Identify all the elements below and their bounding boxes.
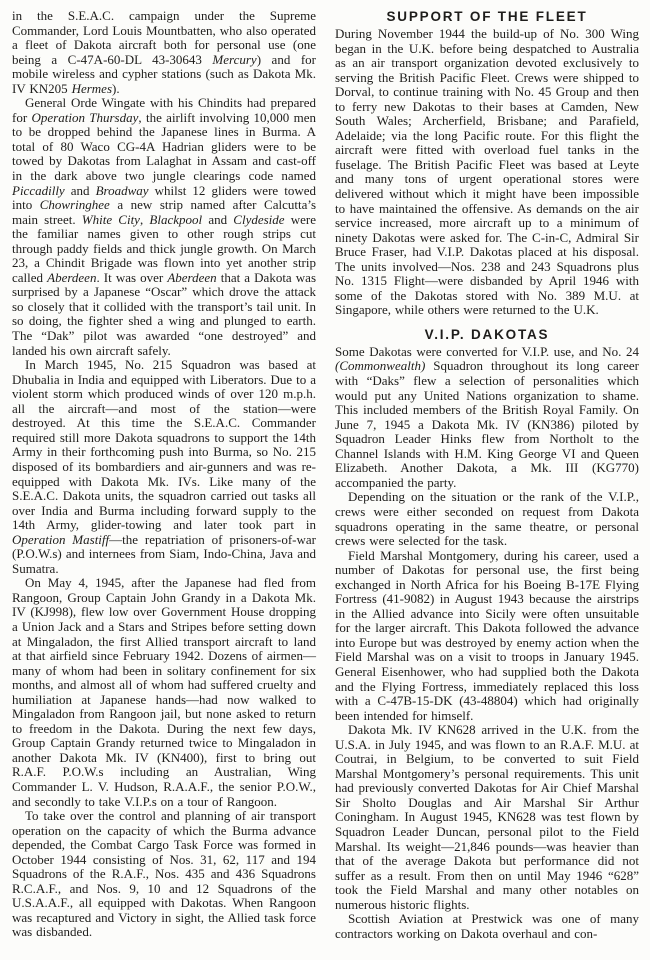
italic-text-run: (Commonwealth): [335, 358, 426, 374]
text-run: ).: [112, 80, 120, 96]
paragraph: [335, 27, 639, 318]
text-run: Dakota Mk. IV KN628 arrived in the U.K. from the U.S.A. in July 1945, and was flown to an R.A.F. M.U. at Coutrai, in Belgium, to be converted to suit Field Marshal Montgomery’s personal requirements. This unit had previously converted Dakotas for Air Chief Marshal Sir Sholto Douglas and Air Marshal Sir Arthur Coningham. In August 1945, KN628 was test flown by Squadron Leader Duncan, personal pilot to the Field Marshal. Its weight—21,846 pounds—was heavier than that of the average Dakota but performance did not suffer as a result. From then on until May 1946 “628” took the Field Marshal and many other notables on numerous historic flights.: [335, 722, 639, 912]
text-run: Scottish Aviation at Prestwick was one of many contractors working on Dakota overhaul and con-: [335, 911, 639, 941]
italic-text-run: Piccadilly: [12, 182, 65, 198]
section-heading: V.I.P. DAKOTAS: [424, 326, 550, 342]
text-run: . It was over: [96, 269, 168, 285]
paragraph: [335, 723, 639, 912]
paragraph: [12, 96, 316, 358]
text-run: In March 1945, No. 215 Squadron was based at Dhubalia in India and equipped with Liberators. Due to a violent storm which produced winds of over 120 m.p.h. all the aircraft—and most of the station—were destroyed. At this time the S.E.A.C. Commander required still more Dakota squadrons to support the 14th Army in their forthcoming push into Burma, so No. 215 disposed of its bombardiers and air-gunners and was re-equipped with Dakota Mk. IVs. Like many of the S.E.A.C. Dakota units, the squadron carried out tasks all over India and Burma including forward supply to the 14th Army, glider-towing and later took part in: [12, 357, 316, 533]
paragraph: [335, 490, 639, 548]
italic-text-run: Operation Thursday: [31, 109, 139, 125]
text-run: Some Dakotas were converted for V.I.P. use, and No. 24: [335, 343, 639, 359]
text-run: a new strip named after Calcutta’s main street.: [12, 197, 317, 227]
paragraph: [335, 912, 639, 941]
text-run: were the familiar names given to other rough strips cut through paddy fields and thick jungle growth. On March 23, a Chindit Brigade was flown into yet another strip called: [12, 211, 317, 285]
text-run: Depending on the situation or the rank of the V.I.P., crews were either seconded on request from Dakota squadrons operating in the same theatre, or personal crews were selected for the task.: [335, 489, 639, 549]
text-run: ,: [139, 211, 150, 227]
italic-text-run: Hermes: [71, 80, 112, 96]
italic-text-run: Aberdeen: [167, 269, 217, 285]
italic-text-run: Clydeside: [233, 211, 285, 227]
italic-text-run: Broadway: [95, 182, 149, 198]
text-run: and: [202, 211, 234, 227]
text-run: , the airlift involving 10,000 men to be dropped behind the Japanese lines in Burma. A total of 80 Waco CG-4A Hadrian gliders were to be towed by Dakotas from Lalaghat in Assam and cast-off in the dark above two jungle clearings code named: [12, 109, 316, 184]
paragraph: [12, 576, 316, 809]
italic-text-run: Operation Mastiff: [12, 531, 110, 547]
text-run: ) and for mobile wireless and cypher stations (such as Dakota Mk. IV KN205: [12, 51, 316, 96]
paragraph: [12, 358, 316, 576]
paragraph: [12, 809, 316, 940]
text-run: that a Dakota was surprised by a Japanese “Oscar” which drove the attack so closely that it collided with the transport’s tail unit. In so doing, the fighter shed a wing and plunged to earth. The “Dak” pilot was awarded “one destroyed” and landed his own aircraft safely.: [12, 269, 317, 358]
paragraph: [335, 549, 639, 724]
text-run: whilst 12 gliders were towed into: [12, 182, 316, 213]
italic-text-run: Chowringhee: [39, 197, 110, 213]
paragraph: [335, 345, 639, 490]
text-run: To take over the control and planning of air transport operation on the capacity of which the Burma advance depended, the Combat Cargo Task Force was formed in October 1944 consisting of Nos. 31, 62, 117 and 194 Squadrons of the R.A.F., Nos. 435 and 436 Squadrons R.C.A.F., and Nos. 9, 10 and 12 Squadrons of the U.S.A.A.F., all equipped with Dakotas. When Rangoon was recaptured and Victory in sight, the Allied task force was disbanded.: [12, 808, 316, 940]
italic-text-run: Mercury: [212, 51, 257, 67]
text-run: and: [64, 182, 96, 198]
text-run: During November 1944 the build-up of No. 300 Wing began in the U.K. before being despatched to Australia as an air transport organization devoted exclusively to serving the British Pacific Fleet. Crews were shipped to Dorval, to continue training with No. 45 Group and then to ferry new Dakotas to their bases at Camden, New South Wales; Archerfield, Brisbane; and Parafield, Adelaide; via the long Pacific route. For this flight the aircraft were fitted with overload fuel tanks in the fuselage. The British Pacific Fleet was based at Leyte and many tons of urgent operational stores were delivered without which it might have been impossible to have maintained the offensive. As demands on the air service increased, more aircraft up to a minimum of ninety Dakotas were asked for. The C-in-C, Admiral Sir Bruce Fraser, had V.I.P. Dakotas placed at his disposal. The units involved—Nos. 238 and 243 Squadrons plus No. 1315 Flight—were disbanded by April 1946 with some of the Dakotas stored with No. 389 M.U. at Singapore, while others were returned to the U.K.: [335, 26, 639, 318]
text-run: —the repatriation of prisoners-of-war (P.O.W.s) and internees from Siam, Indo-China, Java and Sumatra.: [12, 531, 316, 576]
italic-text-run: White City: [81, 211, 140, 227]
paragraph: [12, 9, 316, 96]
text-run: Field Marshal Montgomery, during his career, used a number of Dakotas for personal use, the first being exchanged in North Africa for his Boeing B-17E Flying Fortress (41-9082) in August 1943 because the airstrips in the Allied advance into Sicily were often unsuitable for the larger aircraft. This Dakota followed the advance into Europe but was destroyed by enemy action when the Field Marshal was on a visit to troops in January 1945. General Eisenhower, who had supplied both the Dakota and the Flying Fortress, immediately replaced this loss with a C-47B-15-DK (43-48804) which had originally been intended for himself.: [335, 547, 639, 723]
italic-text-run: Blackpool: [149, 211, 203, 227]
left-column: [12, 9, 316, 956]
right-column: [335, 9, 639, 956]
text-run: General Orde Wingate with his Chindits had prepared for: [12, 95, 316, 125]
italic-text-run: Aberdeen: [47, 269, 97, 285]
text-run: Squadron throughout its long career with “Daks” flew a selection of personalities which would put any United Nations organization to shame. This included members of the British Royal Family. On June 7, 1945 a Dakota Mk. IV (KN386) piloted by Squadron Leader Hinks flew from Northolt to the Channel Islands with H.M. King George VI and Queen Elizabeth. Another Dakota, a Mk. III (KG770) accompanied the party.: [335, 358, 639, 490]
text-run: in the S.E.A.C. campaign under the Supreme Commander, Lord Louis Mountbatten, who also operated a fleet of Dakota aircraft both for personal use (one being a C-47A-60-DL 43-30643: [12, 8, 316, 67]
section-heading: SUPPORT OF THE FLEET: [386, 9, 588, 24]
text-run: On May 4, 1945, after the Japanese had fled from Rangoon, Group Captain John Grandy in a Dakota Mk. IV (KJ998), flew low over Government House dropping a Union Jack and a Stars and Stripes before setting down at Mingaladon, the first Allied transport aircraft to land at that airfield since February 1942. Dozens of airmen—many of whom had been in solitary confinement for six months, and almost all of whom had suffered cruelty and humiliation at Japanese hands—had now walked to Mingaladon from Rangoon jail, but none asked to return to freedom in the Dakota. During the next few days, Group Captain Grandy returned twice to Mingaladon in another Dakota Mk. IV (KN400), first to bring out R.A.F. P.O.W.s including an Australian, Wing Commander L. V. Hudson, R.A.A.F., the senior P.O.W., and secondly to take V.I.P.s on a tour of Rangoon.: [12, 575, 316, 809]
